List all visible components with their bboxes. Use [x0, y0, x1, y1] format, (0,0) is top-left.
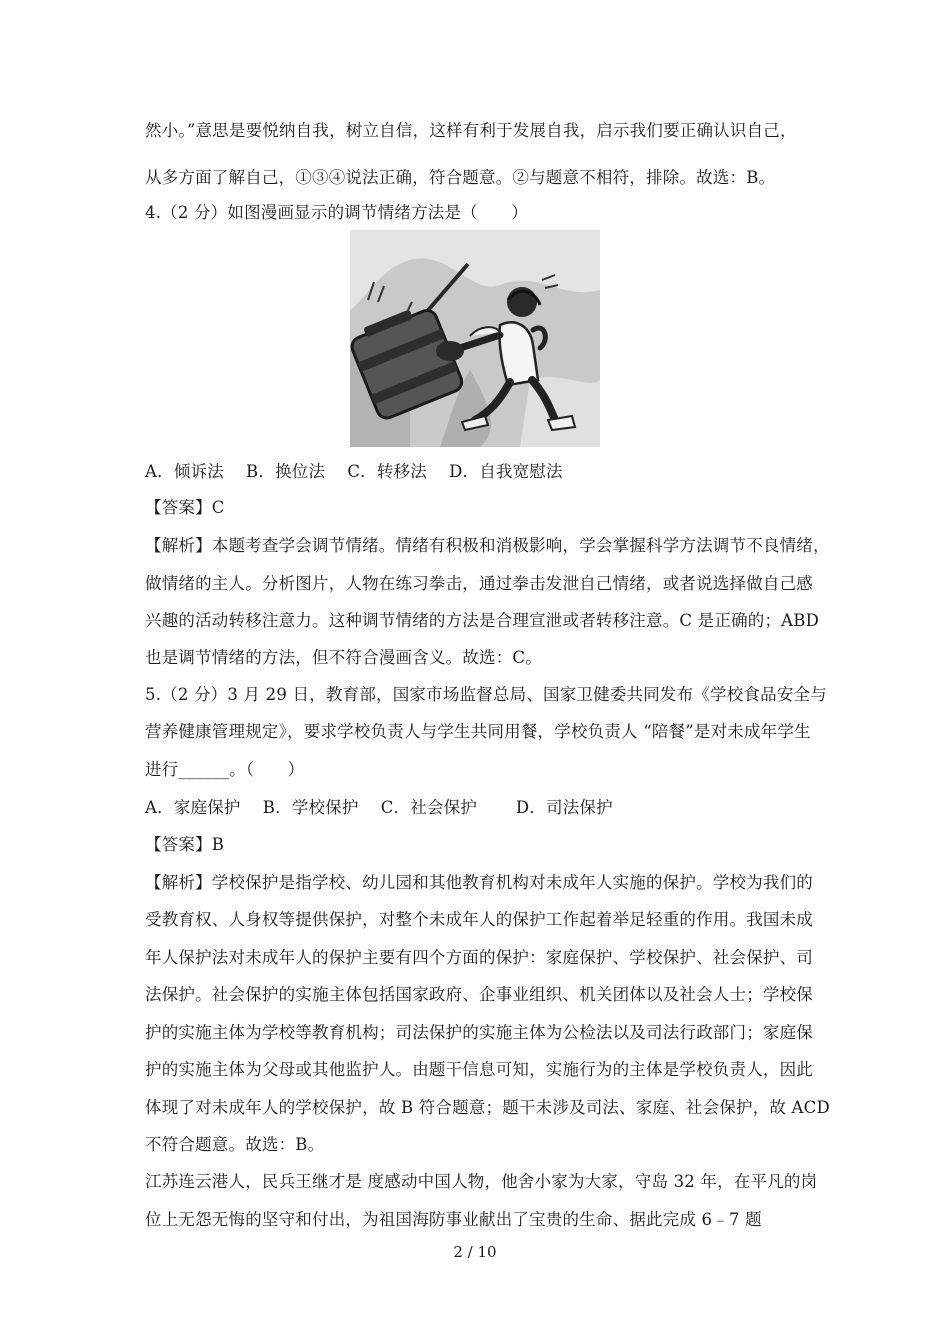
question-5-stem-line: 5.（2 分）3 月 29 日，教育部，国家市场监督总局、国家卫健委共同发布《学校食品安全与 [145, 685, 827, 704]
question-5-analysis-line: 受教育权、人身权等提供保护，对整个未成年人的保护工作起着举足轻重的作用。我国未成 [145, 910, 813, 929]
boxing-cartoon-figure [350, 230, 600, 447]
question-5-stem-line: 进行______。（ ） [145, 760, 305, 779]
question-5-analysis-line: 体现了对未成年人的学校保护，故 B 符合题意；题干未涉及司法、家庭、社会保护，故 ACD [145, 1098, 830, 1117]
text-line: 从多方面了解自己，①③④说法正确，符合题意。②与题意不相符，排除。故选：B。 [145, 168, 776, 187]
question-4-analysis-line: 【解析】本题考查学会调节情绪。情绪有积极和消极影响，学会掌握科学方法调节不良情绪， [145, 536, 830, 555]
question-4-analysis-line: 也是调节情绪的方法，但不符合漫画含义。故选：C。 [145, 648, 542, 667]
question-5-analysis-line: 护的实施主体为学校等教育机构；司法保护的实施主体为公检法以及司法行政部门；家庭保 [145, 1023, 813, 1042]
question-5-analysis-line: 护的实施主体为父母或其他监护人。由题干信息可知，实施行为的主体是学校负责人，因此 [145, 1060, 813, 1079]
boxing-cartoon-icon [350, 230, 600, 447]
question-5-options: A．家庭保护 B．学校保护 C．社会保护 D．司法保护 [145, 798, 613, 817]
question-4-answer: 【答案】C [145, 498, 225, 517]
question-5-stem-line: 营养健康管理规定》，要求学校负责人与学生共同用餐，学校负责人 “陪餐”是对未成年学生 [145, 722, 811, 741]
question-4-analysis-line: 兴趣的活动转移注意力。这种调节情绪的方法是合理宣泄或者转移注意。C 是正确的；ABD [145, 611, 820, 630]
question-5-analysis-line: 不符合题意。故选：B。 [145, 1135, 325, 1154]
question-4-options: A．倾诉法 B．换位法 C．转移法 D．自我宽慰法 [145, 462, 563, 481]
text-line: 然小。”意思是要悦纳自我，树立自信，这样有利于发展自我，启示我们要正确认识自己， [145, 121, 797, 140]
passage-line: 位上无怨无悔的坚守和付出，为祖国海防事业献出了宝贵的生命、据此完成 6﹣7 题 [145, 1210, 762, 1229]
question-4-analysis-line: 做情绪的主人。分析图片，人物在练习拳击，通过拳击发泄自己情绪，或者说选择做自己感 [145, 574, 813, 593]
question-5-answer: 【答案】B [145, 835, 225, 854]
question-5-analysis-line: 【解析】学校保护是指学校、幼儿园和其他教育机构对未成年人实施的保护。学校为我们的 [145, 873, 813, 892]
question-5-analysis-line: 年人保护法对未成年人的保护主要有四个方面的保护：家庭保护、学校保护、社会保护、司 [145, 948, 813, 967]
question-5-analysis-line: 法保护。社会保护的实施主体包括国家政府、企事业组织、机关团体以及社会人士；学校保 [145, 985, 813, 1004]
passage-line: 江苏连云港人，民兵王继才是 度感动中国人物，他舍小家为大家，守岛 32 年，在平凡的岗 [145, 1172, 818, 1191]
page-number: 2 / 10 [453, 1243, 497, 1261]
question-4-stem: 4.（2 分）如图漫画显示的调节情绪方法是（ ） [145, 203, 528, 222]
